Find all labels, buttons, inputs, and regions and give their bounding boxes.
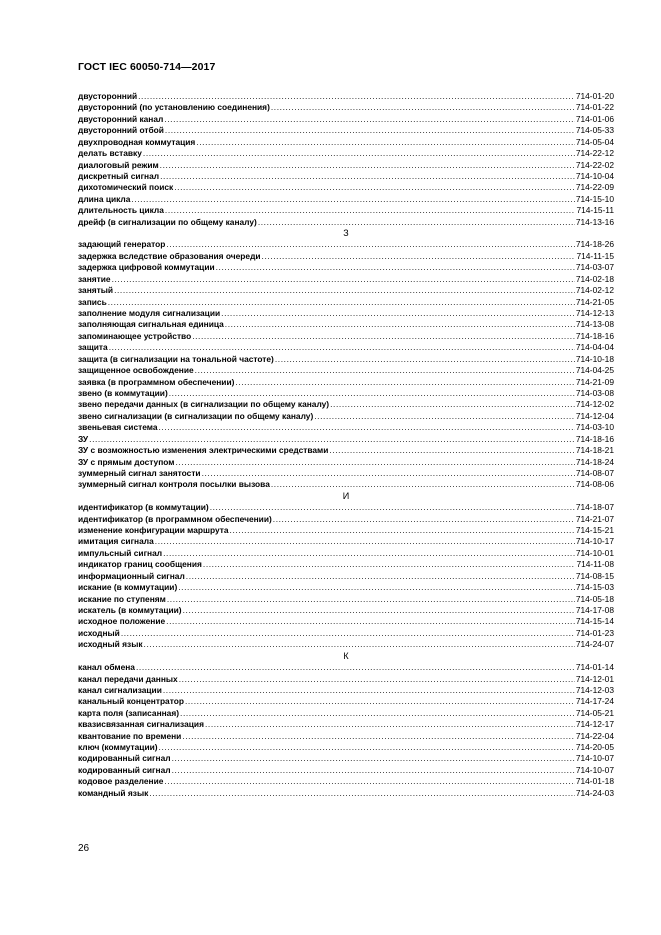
term-code: 714-11-15 bbox=[576, 250, 614, 261]
index-term: исходный bbox=[78, 627, 120, 638]
term-code: 714-24-07 bbox=[575, 639, 614, 650]
term-code: 714-22-02 bbox=[575, 159, 614, 170]
index-entry bbox=[78, 182, 614, 193]
index-entry bbox=[78, 708, 614, 719]
term-code: 714-15-14 bbox=[575, 616, 614, 627]
index-term: кодированный сигнал bbox=[78, 764, 171, 775]
term-code: 714-05-18 bbox=[575, 593, 614, 604]
section-letter: И bbox=[342, 490, 350, 501]
term-code: 714-01-22 bbox=[575, 102, 614, 113]
term-code: 714-12-17 bbox=[575, 719, 614, 730]
index-entry bbox=[78, 548, 614, 559]
dot-leader bbox=[202, 468, 575, 479]
index-entry bbox=[78, 422, 614, 433]
term-code: 714-20-05 bbox=[575, 742, 614, 753]
term-code: 714-22-04 bbox=[575, 730, 614, 741]
dot-leader bbox=[143, 148, 575, 159]
index-entry bbox=[78, 308, 614, 319]
index-entry bbox=[78, 411, 614, 422]
index-entry bbox=[78, 559, 614, 570]
term-code: 714-05-21 bbox=[575, 707, 614, 718]
dot-leader bbox=[273, 514, 575, 525]
dot-leader bbox=[159, 422, 575, 433]
index-term: зуммерный сигнал контроля посылки вызова bbox=[78, 479, 270, 490]
index-entry bbox=[78, 582, 614, 593]
page-number: 26 bbox=[78, 843, 90, 854]
term-code: 714-10-07 bbox=[575, 764, 614, 775]
term-code: 714-21-05 bbox=[575, 296, 614, 307]
index-term: квазисвязанная сигнализация bbox=[78, 719, 204, 730]
term-code: 714-13-08 bbox=[575, 319, 614, 330]
term-code: 714-22-09 bbox=[575, 182, 614, 193]
term-code: 714-10-07 bbox=[575, 753, 614, 764]
term-code: 714-15-11 bbox=[576, 205, 614, 216]
index-entry bbox=[78, 160, 614, 171]
index-entry bbox=[78, 536, 614, 547]
index-entry bbox=[78, 342, 614, 353]
alphabetical-index bbox=[78, 91, 614, 799]
index-entry bbox=[78, 217, 614, 228]
dot-leader bbox=[271, 479, 575, 490]
dot-leader bbox=[180, 708, 575, 719]
dot-leader bbox=[89, 434, 575, 445]
index-entry bbox=[78, 297, 614, 308]
index-term: канал сигнализации bbox=[78, 684, 162, 695]
index-term: заполнение модуля сигнализации bbox=[78, 308, 221, 319]
term-code: 714-12-03 bbox=[575, 684, 614, 695]
index-term: искатель (в коммутации) bbox=[78, 604, 182, 615]
index-entry bbox=[78, 251, 614, 262]
index-term: двусторонний bbox=[78, 91, 138, 101]
index-term: дрейф (в сигнализации по общему каналу) bbox=[78, 216, 257, 227]
index-entry bbox=[78, 125, 614, 136]
dot-leader bbox=[174, 182, 575, 193]
index-term: кодированный сигнал bbox=[78, 753, 171, 764]
term-code: 714-10-17 bbox=[575, 536, 614, 547]
index-entry bbox=[78, 742, 614, 753]
term-code: 714-01-20 bbox=[575, 91, 614, 101]
dot-leader bbox=[121, 628, 575, 639]
dot-leader bbox=[196, 137, 574, 148]
index-term: индикатор границ сообщения bbox=[78, 559, 202, 570]
dot-leader bbox=[172, 765, 575, 776]
term-code: 714-17-08 bbox=[575, 604, 614, 615]
index-entry bbox=[78, 776, 614, 787]
index-term: задающий генератор bbox=[78, 239, 166, 250]
index-entry bbox=[78, 468, 614, 479]
dot-leader bbox=[192, 331, 575, 342]
dot-leader bbox=[155, 536, 575, 547]
term-code: 714-05-04 bbox=[575, 136, 614, 147]
index-entry bbox=[78, 205, 614, 216]
index-term: защита bbox=[78, 342, 108, 353]
dot-leader bbox=[136, 662, 575, 673]
term-code: 714-03-10 bbox=[575, 422, 614, 433]
index-entry bbox=[78, 662, 614, 673]
index-term: задержка вследствие образования очереди bbox=[78, 250, 261, 261]
term-code: 714-01-18 bbox=[575, 776, 614, 787]
term-code: 714-02-18 bbox=[575, 273, 614, 284]
term-code: 714-02-12 bbox=[575, 285, 614, 296]
index-term: имитация сигнала bbox=[78, 536, 154, 547]
term-code: 714-18-21 bbox=[575, 445, 614, 456]
index-entry bbox=[78, 639, 614, 650]
dot-leader bbox=[186, 571, 575, 582]
dot-leader bbox=[185, 696, 575, 707]
dot-leader bbox=[159, 742, 575, 753]
index-term: квантование по времени bbox=[78, 730, 182, 741]
dot-leader bbox=[235, 377, 574, 388]
index-term: командный язык bbox=[78, 787, 149, 798]
dot-leader bbox=[216, 262, 575, 273]
term-code: 714-03-07 bbox=[575, 262, 614, 273]
index-entry bbox=[78, 285, 614, 296]
index-term: ЗУ с возможностью изменения электрическими средствами bbox=[78, 445, 329, 456]
term-code: 714-05-33 bbox=[575, 125, 614, 136]
index-term: искание (в коммутации) bbox=[78, 582, 178, 593]
term-code: 714-08-15 bbox=[575, 570, 614, 581]
index-entry bbox=[78, 365, 614, 376]
index-entry bbox=[78, 514, 614, 525]
dot-leader bbox=[164, 114, 574, 125]
term-code: 714-10-04 bbox=[575, 170, 614, 181]
dot-leader bbox=[275, 354, 575, 365]
index-term: занятый bbox=[78, 285, 114, 296]
index-entry bbox=[78, 445, 614, 456]
dot-leader bbox=[131, 194, 574, 205]
term-code: 714-12-04 bbox=[575, 410, 614, 421]
dot-leader bbox=[138, 91, 575, 102]
term-code: 714-18-07 bbox=[575, 502, 614, 513]
term-code: 714-04-04 bbox=[575, 342, 614, 353]
index-entry bbox=[78, 91, 614, 102]
index-term: длительность цикла bbox=[78, 205, 164, 216]
index-term: двусторонний отбой bbox=[78, 125, 164, 136]
index-entry bbox=[78, 525, 614, 536]
index-entry bbox=[78, 114, 614, 125]
term-code: 714-15-10 bbox=[575, 193, 614, 204]
term-code: 714-08-06 bbox=[575, 479, 614, 490]
dot-leader bbox=[167, 594, 575, 605]
term-code: 714-21-09 bbox=[575, 376, 614, 387]
dot-leader bbox=[178, 582, 575, 593]
index-term: дискретный сигнал bbox=[78, 170, 160, 181]
dot-leader bbox=[169, 388, 575, 399]
index-term: звено (в коммутации) bbox=[78, 387, 168, 398]
index-term: заполняющая сигнальная единица bbox=[78, 319, 224, 330]
index-entry bbox=[78, 628, 614, 639]
index-term: канал передачи данных bbox=[78, 673, 178, 684]
index-term: исходное положение bbox=[78, 616, 166, 627]
term-code: 714-13-16 bbox=[575, 216, 614, 227]
dot-leader bbox=[175, 457, 574, 468]
dot-leader bbox=[205, 719, 575, 730]
dot-leader bbox=[225, 319, 575, 330]
term-code: 714-12-13 bbox=[575, 308, 614, 319]
term-code: 714-01-06 bbox=[575, 113, 614, 124]
index-term: идентификатор (в программном обеспечении) bbox=[78, 513, 272, 524]
section-letter: К bbox=[343, 650, 349, 661]
term-code: 714-24-03 bbox=[575, 787, 614, 798]
index-entry bbox=[78, 262, 614, 273]
index-term: зуммерный сигнал занятости bbox=[78, 467, 201, 478]
dot-leader bbox=[314, 411, 575, 422]
index-entry bbox=[78, 399, 614, 410]
index-entry bbox=[78, 102, 614, 113]
term-code: 714-11-08 bbox=[576, 559, 614, 570]
index-term: дихотомический поиск bbox=[78, 182, 174, 193]
index-term: кодовое разделение bbox=[78, 776, 164, 787]
index-entry bbox=[78, 171, 614, 182]
term-code: 714-21-07 bbox=[575, 513, 614, 524]
index-entry bbox=[78, 331, 614, 342]
index-term: заявка (в программном обеспечении) bbox=[78, 376, 235, 387]
dot-leader bbox=[221, 308, 575, 319]
dot-leader bbox=[195, 365, 575, 376]
term-code: 714-01-23 bbox=[575, 627, 614, 638]
index-term: защищенное освобождение bbox=[78, 365, 194, 376]
index-entry bbox=[78, 731, 614, 742]
index-entry bbox=[78, 594, 614, 605]
dot-leader bbox=[172, 753, 575, 764]
index-entry bbox=[78, 479, 614, 490]
dot-leader bbox=[203, 559, 576, 570]
index-term: ЗУ bbox=[78, 433, 89, 444]
index-term: ЗУ с прямым доступом bbox=[78, 456, 175, 467]
index-entry bbox=[78, 377, 614, 388]
index-entry bbox=[78, 616, 614, 627]
index-term: исходный язык bbox=[78, 639, 143, 650]
index-entry bbox=[78, 502, 614, 513]
term-code: 714-10-01 bbox=[575, 547, 614, 558]
term-code: 714-08-07 bbox=[575, 467, 614, 478]
dot-leader bbox=[163, 548, 575, 559]
dot-leader bbox=[210, 502, 575, 513]
term-code: 714-04-25 bbox=[575, 365, 614, 376]
index-entry bbox=[78, 194, 614, 205]
index-entry bbox=[78, 605, 614, 616]
index-term: карта поля (записанная) bbox=[78, 707, 180, 718]
index-entry bbox=[78, 239, 614, 250]
index-entry bbox=[78, 354, 614, 365]
term-code: 714-18-26 bbox=[575, 239, 614, 250]
index-term: задержка цифровой коммутации bbox=[78, 262, 215, 273]
dot-leader bbox=[160, 160, 575, 171]
index-entry bbox=[78, 765, 614, 776]
index-entry bbox=[78, 719, 614, 730]
index-entry bbox=[78, 137, 614, 148]
dot-leader bbox=[144, 639, 575, 650]
dot-leader bbox=[112, 274, 575, 285]
index-entry bbox=[78, 753, 614, 764]
document-header: ГОСТ IEC 60050-714—2017 bbox=[78, 61, 216, 73]
dot-leader bbox=[163, 685, 575, 696]
dot-leader bbox=[330, 399, 575, 410]
dot-leader bbox=[258, 217, 575, 228]
term-code: 714-18-16 bbox=[575, 330, 614, 341]
term-code: 714-03-08 bbox=[575, 387, 614, 398]
term-code: 714-12-02 bbox=[575, 399, 614, 410]
dot-leader bbox=[329, 445, 574, 456]
dot-leader bbox=[164, 776, 574, 787]
index-term: ключ (коммутации) bbox=[78, 742, 158, 753]
index-term: импульсный сигнал bbox=[78, 547, 163, 558]
index-entry bbox=[78, 457, 614, 468]
dot-leader bbox=[166, 616, 575, 627]
index-entry bbox=[78, 274, 614, 285]
index-term: запись bbox=[78, 296, 107, 307]
dot-leader bbox=[149, 788, 575, 799]
index-entry bbox=[78, 434, 614, 445]
dot-leader bbox=[271, 102, 575, 113]
dot-leader bbox=[182, 731, 574, 742]
dot-leader bbox=[183, 605, 575, 616]
dot-leader bbox=[114, 285, 575, 296]
index-entry bbox=[78, 571, 614, 582]
index-term: канал обмена bbox=[78, 662, 135, 673]
index-entry bbox=[78, 788, 614, 799]
term-code: 714-18-16 bbox=[575, 433, 614, 444]
index-term: звеньевая система bbox=[78, 422, 158, 433]
index-entry bbox=[78, 685, 614, 696]
index-term: делать вставку bbox=[78, 148, 142, 159]
index-term: запоминающее устройство bbox=[78, 330, 192, 341]
index-term: диалоговый режим bbox=[78, 159, 159, 170]
index-term: двусторонний (по установлению соединения) bbox=[78, 102, 270, 113]
section-letter: З bbox=[343, 228, 349, 239]
index-entry bbox=[78, 319, 614, 330]
index-term: канальный концентратор bbox=[78, 696, 184, 707]
index-term: информационный сигнал bbox=[78, 570, 185, 581]
index-entry bbox=[78, 388, 614, 399]
term-code: 714-18-24 bbox=[575, 456, 614, 467]
index-term: звено передачи данных (в сигнализации по общему каналу) bbox=[78, 399, 330, 410]
index-term: идентификатор (в коммутации) bbox=[78, 502, 209, 513]
dot-leader bbox=[165, 205, 576, 216]
term-code: 714-22-12 bbox=[575, 148, 614, 159]
dot-leader bbox=[262, 251, 576, 262]
index-term: звено сигнализации (в сигнализации по общему каналу) bbox=[78, 410, 314, 421]
index-entry bbox=[78, 696, 614, 707]
term-code: 714-01-14 bbox=[575, 662, 614, 673]
dot-leader bbox=[108, 297, 575, 308]
term-code: 714-12-01 bbox=[575, 673, 614, 684]
dot-leader bbox=[109, 342, 575, 353]
term-code: 714-10-18 bbox=[575, 353, 614, 364]
term-code: 714-17-24 bbox=[575, 696, 614, 707]
dot-leader bbox=[160, 171, 575, 182]
index-term: занятие bbox=[78, 273, 111, 284]
term-code: 714-15-21 bbox=[575, 525, 614, 536]
index-term: защита (в сигнализации на тональной частоте) bbox=[78, 353, 274, 364]
index-term: изменение конфигурации маршрута bbox=[78, 525, 229, 536]
index-term: искание по ступеням bbox=[78, 593, 166, 604]
index-term: двусторонний канал bbox=[78, 113, 164, 124]
index-term: двухпроводная коммутация bbox=[78, 136, 196, 147]
term-code: 714-15-03 bbox=[575, 582, 614, 593]
dot-leader bbox=[166, 239, 574, 250]
dot-leader bbox=[179, 674, 575, 685]
dot-leader bbox=[165, 125, 575, 136]
dot-leader bbox=[230, 525, 575, 536]
index-entry bbox=[78, 674, 614, 685]
index-term: длина цикла bbox=[78, 193, 131, 204]
index-entry bbox=[78, 148, 614, 159]
